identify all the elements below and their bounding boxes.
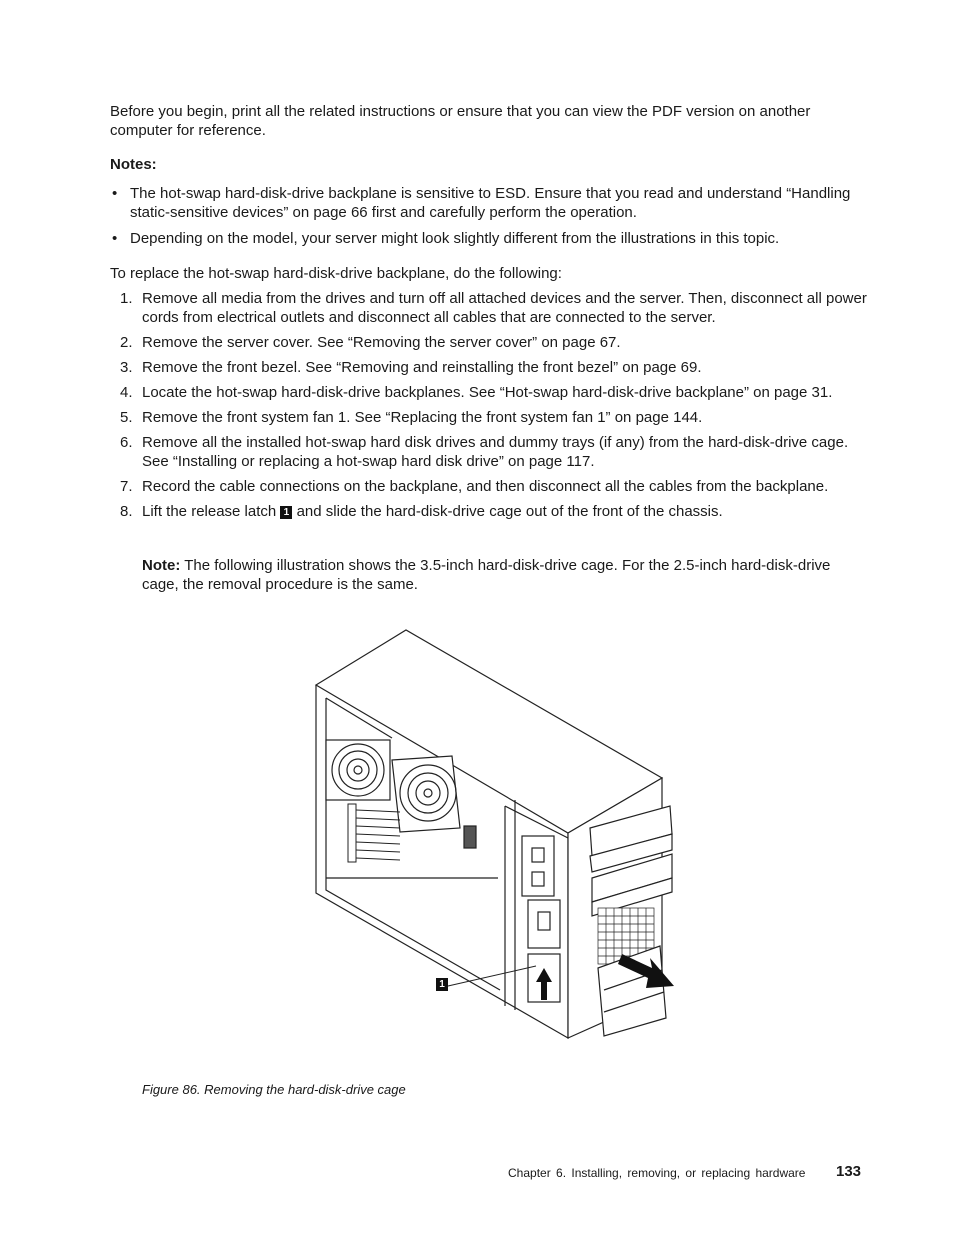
intro-paragraph: Before you begin, print all the related instructions or ensure that you can view the PDF version on another computer for reference. bbox=[110, 103, 811, 139]
footer-chapter: Chapter 6. Installing, removing, or replacing hardware bbox=[508, 1166, 806, 1180]
step-item bbox=[110, 358, 870, 377]
step-text: Remove the front system fan 1. See “Replacing the front system fan 1” on page 144. bbox=[142, 409, 703, 426]
step-item bbox=[110, 383, 870, 402]
step-number: 4. bbox=[120, 384, 133, 401]
step-number: 3. bbox=[120, 359, 133, 376]
fan-icon bbox=[392, 756, 460, 832]
fan-icon bbox=[326, 740, 390, 800]
procedure-lead: To replace the hot-swap hard-disk-drive backplane, do the following: bbox=[110, 265, 562, 282]
callout-badge: 1 bbox=[280, 506, 292, 519]
note-body: The following illustration shows the 3.5-inch hard-disk-drive cage. For the 2.5-inch hard-disk-drive cage, the removal procedure is the same. bbox=[142, 557, 831, 593]
notes-list bbox=[110, 184, 870, 255]
note-label: Note: bbox=[142, 557, 181, 574]
step-item bbox=[110, 433, 870, 471]
step-item bbox=[110, 477, 870, 496]
note-item bbox=[110, 229, 870, 248]
step-number: 8. bbox=[120, 503, 133, 520]
step-number: 7. bbox=[120, 478, 133, 495]
step-item bbox=[110, 408, 870, 427]
figure-callout-badge: 1 bbox=[436, 978, 448, 991]
step-text: Record the cable connections on the backplane, and then disconnect all the cables from the backplane. bbox=[142, 478, 829, 495]
step-item bbox=[110, 333, 870, 352]
step-text: Locate the hot-swap hard-disk-drive backplanes. See “Hot-swap hard-disk-drive backplane” on page 31. bbox=[142, 384, 833, 401]
step-number: 2. bbox=[120, 334, 133, 351]
step-text: Remove the server cover. See “Removing the server cover” on page 67. bbox=[142, 334, 621, 351]
figure-caption: Figure 86. Removing the hard-disk-drive cage bbox=[142, 1082, 406, 1097]
notes-heading: Notes: bbox=[110, 156, 157, 173]
note-text: The hot-swap hard-disk-drive backplane is sensitive to ESD. Ensure that you read and understand “Handling static-sensitive devices” on page 66 first and carefully perform the operation. bbox=[130, 185, 851, 221]
note-text: Depending on the model, your server might look slightly different from the illustrations in this topic. bbox=[130, 230, 780, 247]
step-item bbox=[110, 502, 870, 521]
step-text-before: Lift the release latch bbox=[142, 503, 277, 520]
note-item bbox=[110, 184, 870, 222]
hard-disk-drive-cage-illustration bbox=[300, 628, 680, 1043]
bullet-icon: • bbox=[112, 185, 118, 202]
step-number: 1. bbox=[120, 290, 133, 307]
step-item bbox=[110, 289, 870, 327]
page-number: 133 bbox=[836, 1163, 862, 1180]
step-text: Remove the front bezel. See “Removing and reinstalling the front bezel” on page 69. bbox=[142, 359, 702, 376]
step-text: Remove all media from the drives and turn off all attached devices and the server. Then, disconnect all power cords from electrical outlets and disconnect all cables that are connected to the server. bbox=[142, 290, 867, 326]
step-text: Remove all the installed hot-swap hard disk drives and dummy trays (if any) from the hard-disk-drive cage. See “Installing or replacing a hot-swap hard disk drive” on page 117. bbox=[142, 434, 849, 470]
arrow-up-icon bbox=[536, 968, 552, 1000]
figure-note bbox=[142, 556, 870, 594]
bullet-icon: • bbox=[112, 230, 118, 247]
step-text-after: and slide the hard-disk-drive cage out of the front of the chassis. bbox=[296, 503, 723, 520]
step-number: 5. bbox=[120, 409, 133, 426]
step-number: 6. bbox=[120, 434, 133, 451]
procedure-steps bbox=[110, 289, 870, 527]
